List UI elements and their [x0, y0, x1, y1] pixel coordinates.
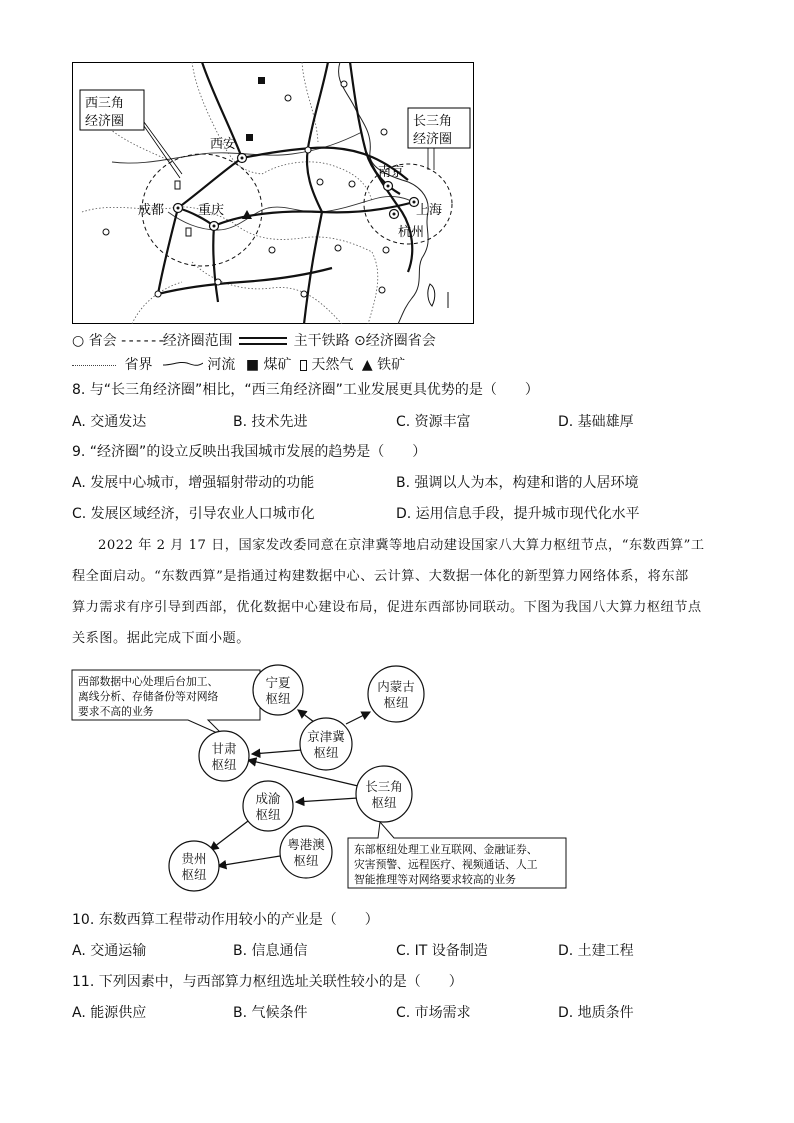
q10-option-d[interactable]: D. 土建工程 — [558, 943, 634, 959]
map-legend-row1 — [72, 331, 436, 351]
yuegangao-label-2: 枢纽 — [293, 853, 319, 868]
city-xian: 西安 — [210, 137, 237, 152]
chengyu-label-2: 枢纽 — [255, 807, 281, 822]
natural-gas-icon — [186, 228, 191, 236]
q10-option-b[interactable]: B. 信息通信 — [233, 943, 308, 959]
q8-option-a[interactable]: A. 交通发达 — [72, 414, 147, 430]
east-note-line3: 智能推理等对网络要求较高的业务 — [354, 873, 516, 886]
node-chengyu — [243, 781, 293, 831]
compute-hub-diagram — [60, 656, 580, 896]
guizhou-label-1: 贵州 — [181, 851, 207, 866]
q9-option-a[interactable]: A. 发展中心城市，增强辐射带动的功能 — [72, 475, 315, 491]
chengyu-label-1: 成渝 — [255, 791, 281, 806]
econ-capital-legend-label: 经济圈省会 — [365, 333, 436, 349]
coal-mine-icon — [246, 134, 253, 141]
capital-legend-icon: ○ — [72, 333, 85, 349]
gas-legend-icon — [300, 360, 307, 371]
q11-option-d[interactable]: D. 地质条件 — [558, 1005, 634, 1021]
q11-option-b[interactable]: B. 气候条件 — [233, 1005, 308, 1021]
range-legend-icon: - - - - - - — [121, 333, 163, 349]
q8-option-d[interactable]: D. 基础雄厚 — [558, 414, 634, 430]
ningxia-label-1: 宁夏 — [265, 675, 291, 690]
west-note-line2: 离线分析、存储备份等对网络 — [78, 690, 219, 703]
arrow-chengyu-guizhou — [210, 818, 252, 850]
neimenggu-label-2: 枢纽 — [383, 695, 409, 710]
gansu-label-2: 枢纽 — [211, 757, 237, 772]
border-legend-label: 省界 — [124, 357, 153, 373]
railway-legend-label: 主干铁路 — [293, 333, 350, 349]
gansu-label-1: 甘肃 — [211, 741, 237, 756]
arrow-jjj-neimenggu — [346, 712, 370, 724]
node-neimenggu — [368, 666, 424, 722]
arrow-ygg-guizhou — [218, 856, 280, 866]
question-8-stem: 8. 与“长三角经济圈”相比，“西三角经济圈”工业发展更具优势的是（ ） — [72, 382, 539, 398]
railway-legend-icon — [239, 337, 287, 345]
city-shanghai: 上海 — [416, 203, 443, 218]
west-callout-line1: 西三角 — [85, 96, 125, 111]
river-legend-label: 河流 — [207, 357, 236, 373]
economic-circle-map — [72, 62, 474, 324]
arrow-jjj-gansu — [252, 750, 302, 754]
q8-option-c[interactable]: C. 资源丰富 — [396, 414, 471, 430]
coal-mine-icon — [258, 77, 265, 84]
question-11-stem: 11. 下列因素中，与西部算力枢纽选址关联性较小的是（ ） — [72, 974, 463, 990]
jingjinji-label-1: 京津冀 — [307, 729, 345, 744]
econ-capital-legend-icon: ⊙ — [354, 333, 366, 349]
passage-line-3: 算力需求有序引导到西部，优化数据中心建设布局，促进东西部协同联动。下图为我国八大算力枢纽节点 — [72, 600, 702, 615]
q9-option-b[interactable]: B. 强调以人为本，构建和谐的人居环境 — [396, 475, 639, 491]
q9-option-c[interactable]: C. 发展区域经济，引导农业人口城市化 — [72, 506, 315, 522]
neimenggu-label-1: 内蒙古 — [377, 679, 415, 694]
jingjinji-label-2: 枢纽 — [313, 745, 339, 760]
node-jingjinji — [300, 718, 352, 770]
q10-option-a[interactable]: A. 交通运输 — [72, 943, 147, 959]
city-chongqing: 重庆 — [198, 203, 225, 218]
iron-legend-label: 铁矿 — [377, 357, 406, 373]
west-note-line1: 西部数据中心处理后台加工、 — [78, 675, 219, 688]
east-callout-line2: 经济圈 — [413, 132, 453, 147]
passage-line-1: 2022 年 2 月 17 日，国家发改委同意在京津冀等地启动建设国家八大算力枢纽节点，“东数西算”工 — [98, 538, 705, 553]
border-legend-icon — [72, 365, 116, 366]
node-guizhou — [169, 841, 219, 891]
natural-gas-icon — [175, 181, 180, 189]
arrow-csj-chengyu — [296, 798, 358, 802]
q11-option-a[interactable]: A. 能源供应 — [72, 1005, 147, 1021]
river-legend-icon — [163, 355, 203, 375]
west-callout-line2: 经济圈 — [85, 114, 125, 129]
west-note-line3: 要求不高的业务 — [78, 705, 154, 718]
east-note-line2: 灾害预警、远程医疗、视频通话、人工 — [354, 858, 538, 871]
arrow-jjj-ningxia — [298, 710, 314, 722]
range-legend-label: 经济圈范围 — [162, 333, 233, 349]
ningxia-label-2: 枢纽 — [265, 691, 291, 706]
q8-option-b[interactable]: B. 技术先进 — [233, 414, 308, 430]
q10-option-c[interactable]: C. IT 设备制造 — [396, 943, 488, 959]
node-ningxia — [253, 665, 303, 715]
passage-line-2: 程全面启动。“东数西算”是指通过构建数据中心、云计算、大数据一体化的新型算力网络体系，将东部 — [72, 569, 689, 584]
gas-legend-label: 天然气 — [311, 357, 354, 373]
q11-option-c[interactable]: C. 市场需求 — [396, 1005, 471, 1021]
changsanjiao-label-2: 枢纽 — [371, 795, 397, 810]
coal-legend-label: 煤矿 — [263, 357, 292, 373]
city-chengdu: 成都 — [138, 203, 165, 218]
passage-line-4: 关系图。据此完成下面小题。 — [72, 631, 250, 646]
city-nanjing: 南京 — [378, 165, 405, 180]
node-changsanjiao — [356, 766, 412, 822]
capital-legend-label: 省会 — [88, 333, 117, 349]
question-10-stem: 10. 东数西算工程带动作用较小的产业是（ ） — [72, 912, 379, 928]
changsanjiao-label-1: 长三角 — [365, 779, 403, 794]
east-callout-line1: 长三角 — [413, 114, 453, 129]
q9-option-d[interactable]: D. 运用信息手段，提升城市现代化水平 — [396, 506, 640, 522]
coal-legend-icon: ■ — [245, 357, 260, 373]
guizhou-label-2: 枢纽 — [181, 867, 207, 882]
node-yuegangao — [280, 826, 332, 878]
city-hangzhou: 杭州 — [398, 225, 425, 240]
yuegangao-label-1: 粤港澳 — [287, 837, 325, 852]
map-legend-row2 — [72, 355, 405, 375]
node-gansu — [199, 731, 249, 781]
east-note-line1: 东部枢纽处理工业互联网、金融证券、 — [354, 843, 538, 856]
question-9-stem: 9. “经济圈”的设立反映出我国城市发展的趋势是（ ） — [72, 444, 427, 460]
iron-legend-icon: ▲ — [361, 357, 373, 373]
